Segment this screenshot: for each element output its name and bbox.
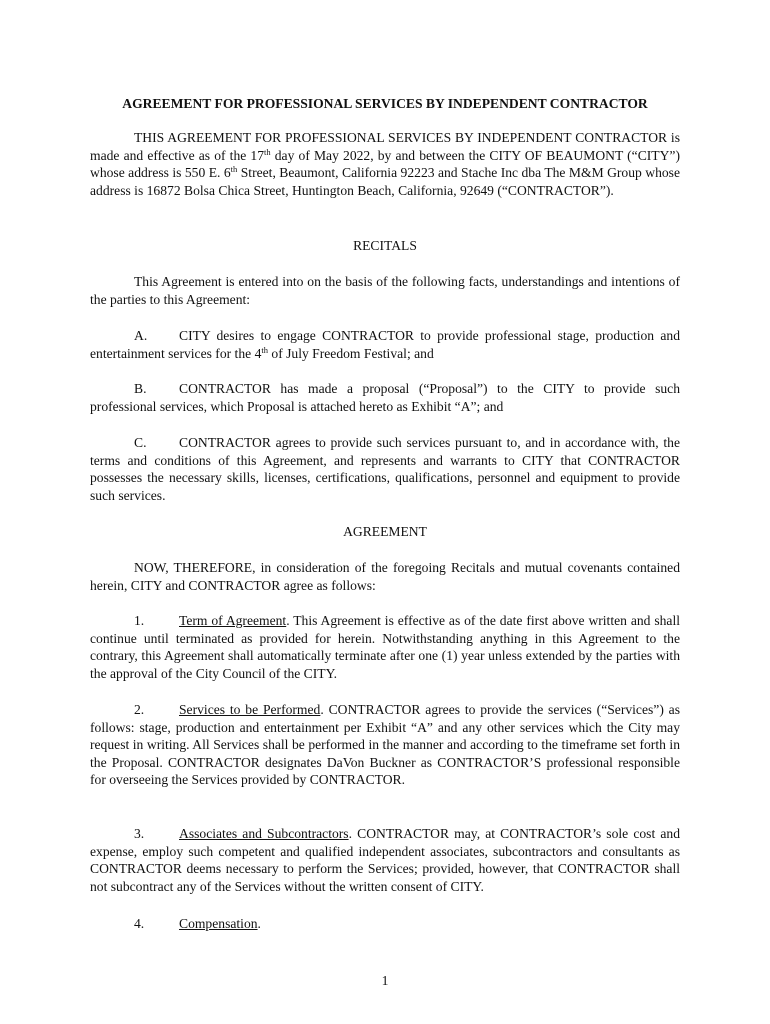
- section-4-heading: Compensation: [179, 916, 258, 931]
- agreement-intro-paragraph: [90, 559, 680, 594]
- intro-sup-1: th: [264, 146, 271, 157]
- intro-text-1: THIS AGREEMENT FOR PROFESSIONAL SERVICES BY INDEPENDENT CONTRACTOR is made and effective as of the 17: [90, 130, 680, 163]
- page-number: 1: [381, 973, 389, 988]
- section-1-number: 1.: [134, 613, 145, 628]
- recital-a-paragraph: [90, 327, 680, 362]
- recital-b-label: B.: [134, 381, 147, 396]
- intro-text-2: day of May 2022, by and between the CITY OF BEAUMONT (“CITY”) whose address is 550 E. 6: [90, 147, 680, 181]
- document-title: AGREEMENT FOR PROFESSIONAL SERVICES BY INDEPENDENT CONTRACTOR: [122, 96, 648, 111]
- section-4-number: 4.: [134, 916, 145, 931]
- intro-text-3: Street, Beaumont, California 92223 and Stache Inc dba The M&M Group whose address is 16872 Bolsa Chica Street, Huntington Beach, California, 92649 (“CONTRACTOR”).: [90, 165, 681, 198]
- recitals-intro-paragraph: [90, 273, 680, 308]
- section-2-paragraph: [90, 701, 680, 789]
- recital-a-text-2: of July Freedom Festival; and: [268, 345, 434, 361]
- recital-b-paragraph: [90, 380, 680, 415]
- recitals-intro-text: This Agreement is entered into on the basis of the following facts, understandings and intentions of the parties to this Agreement:: [90, 274, 680, 307]
- intro-paragraph: [90, 129, 680, 199]
- section-2-number: 2.: [134, 702, 145, 717]
- recital-b-text: CONTRACTOR has made a proposal (“Proposal”) to the CITY to provide such professional services, which Proposal is attached hereto as Exhibit “A”; and: [90, 381, 680, 414]
- recital-a-text-1: CITY desires to engage CONTRACTOR to provide professional stage, production and entertainment services for the 4: [90, 328, 680, 361]
- section-1-text: . This Agreement is effective as of the date first above written and shall continue until terminated as provided for herein. Notwithstanding anything in this Agreement to the contrary, this Agreement shall automatically terminate after one (1) year unless extended by the parties with the approval of the City Council of the CITY.: [90, 613, 681, 681]
- section-1-paragraph: [90, 612, 680, 682]
- recital-c-paragraph: [90, 434, 680, 504]
- recital-c-label: C.: [134, 435, 147, 450]
- section-3-number: 3.: [134, 826, 145, 841]
- recitals-heading: RECITALS: [353, 238, 417, 253]
- agreement-heading: AGREEMENT: [343, 524, 427, 539]
- section-4-paragraph: [90, 915, 680, 933]
- section-2-heading: Services to be Performed: [179, 702, 321, 717]
- recital-a-label: A.: [134, 328, 148, 343]
- recital-a-sup: th: [261, 344, 268, 355]
- section-2-text: . CONTRACTOR agrees to provide the services (“Services”) as follows: stage, production and entertainment per Exhibit “A” and any other services which the City may request in writing. All Services shall be performed in the manner and according to the timeframe set forth in the Proposal. CONTRACTOR designates DaVon Buckner as CONTRACTOR’S professional responsible for overseeing the Services provided by CONTRACTOR.: [90, 702, 681, 788]
- section-1-heading: Term of Agreement: [179, 613, 287, 628]
- section-3-paragraph: [90, 825, 680, 895]
- recital-c-text: CONTRACTOR agrees to provide such services pursuant to, and in accordance with, the terms and conditions of this Agreement, and represents and warrants to CITY that CONTRACTOR possesses the necessary skills, licenses, certifications, qualifications, personnel and equipment to provide such services.: [90, 435, 680, 503]
- section-3-heading: Associates and Subcontractors: [179, 826, 349, 841]
- section-4-text: .: [257, 916, 261, 931]
- section-3-text: . CONTRACTOR may, at CONTRACTOR’s sole cost and expense, employ such competent and qualified independent associates, subcontractors and consultants as CONTRACTOR deems necessary to perform the Services; provided, however, that CONTRACTOR shall not subcontract any of the Services without the written consent of CITY.: [90, 826, 680, 894]
- intro-sup-2: th: [230, 164, 238, 175]
- agreement-intro-text: NOW, THEREFORE, in consideration of the foregoing Recitals and mutual covenants contained herein, CITY and CONTRACTOR agree as follows:: [90, 560, 680, 593]
